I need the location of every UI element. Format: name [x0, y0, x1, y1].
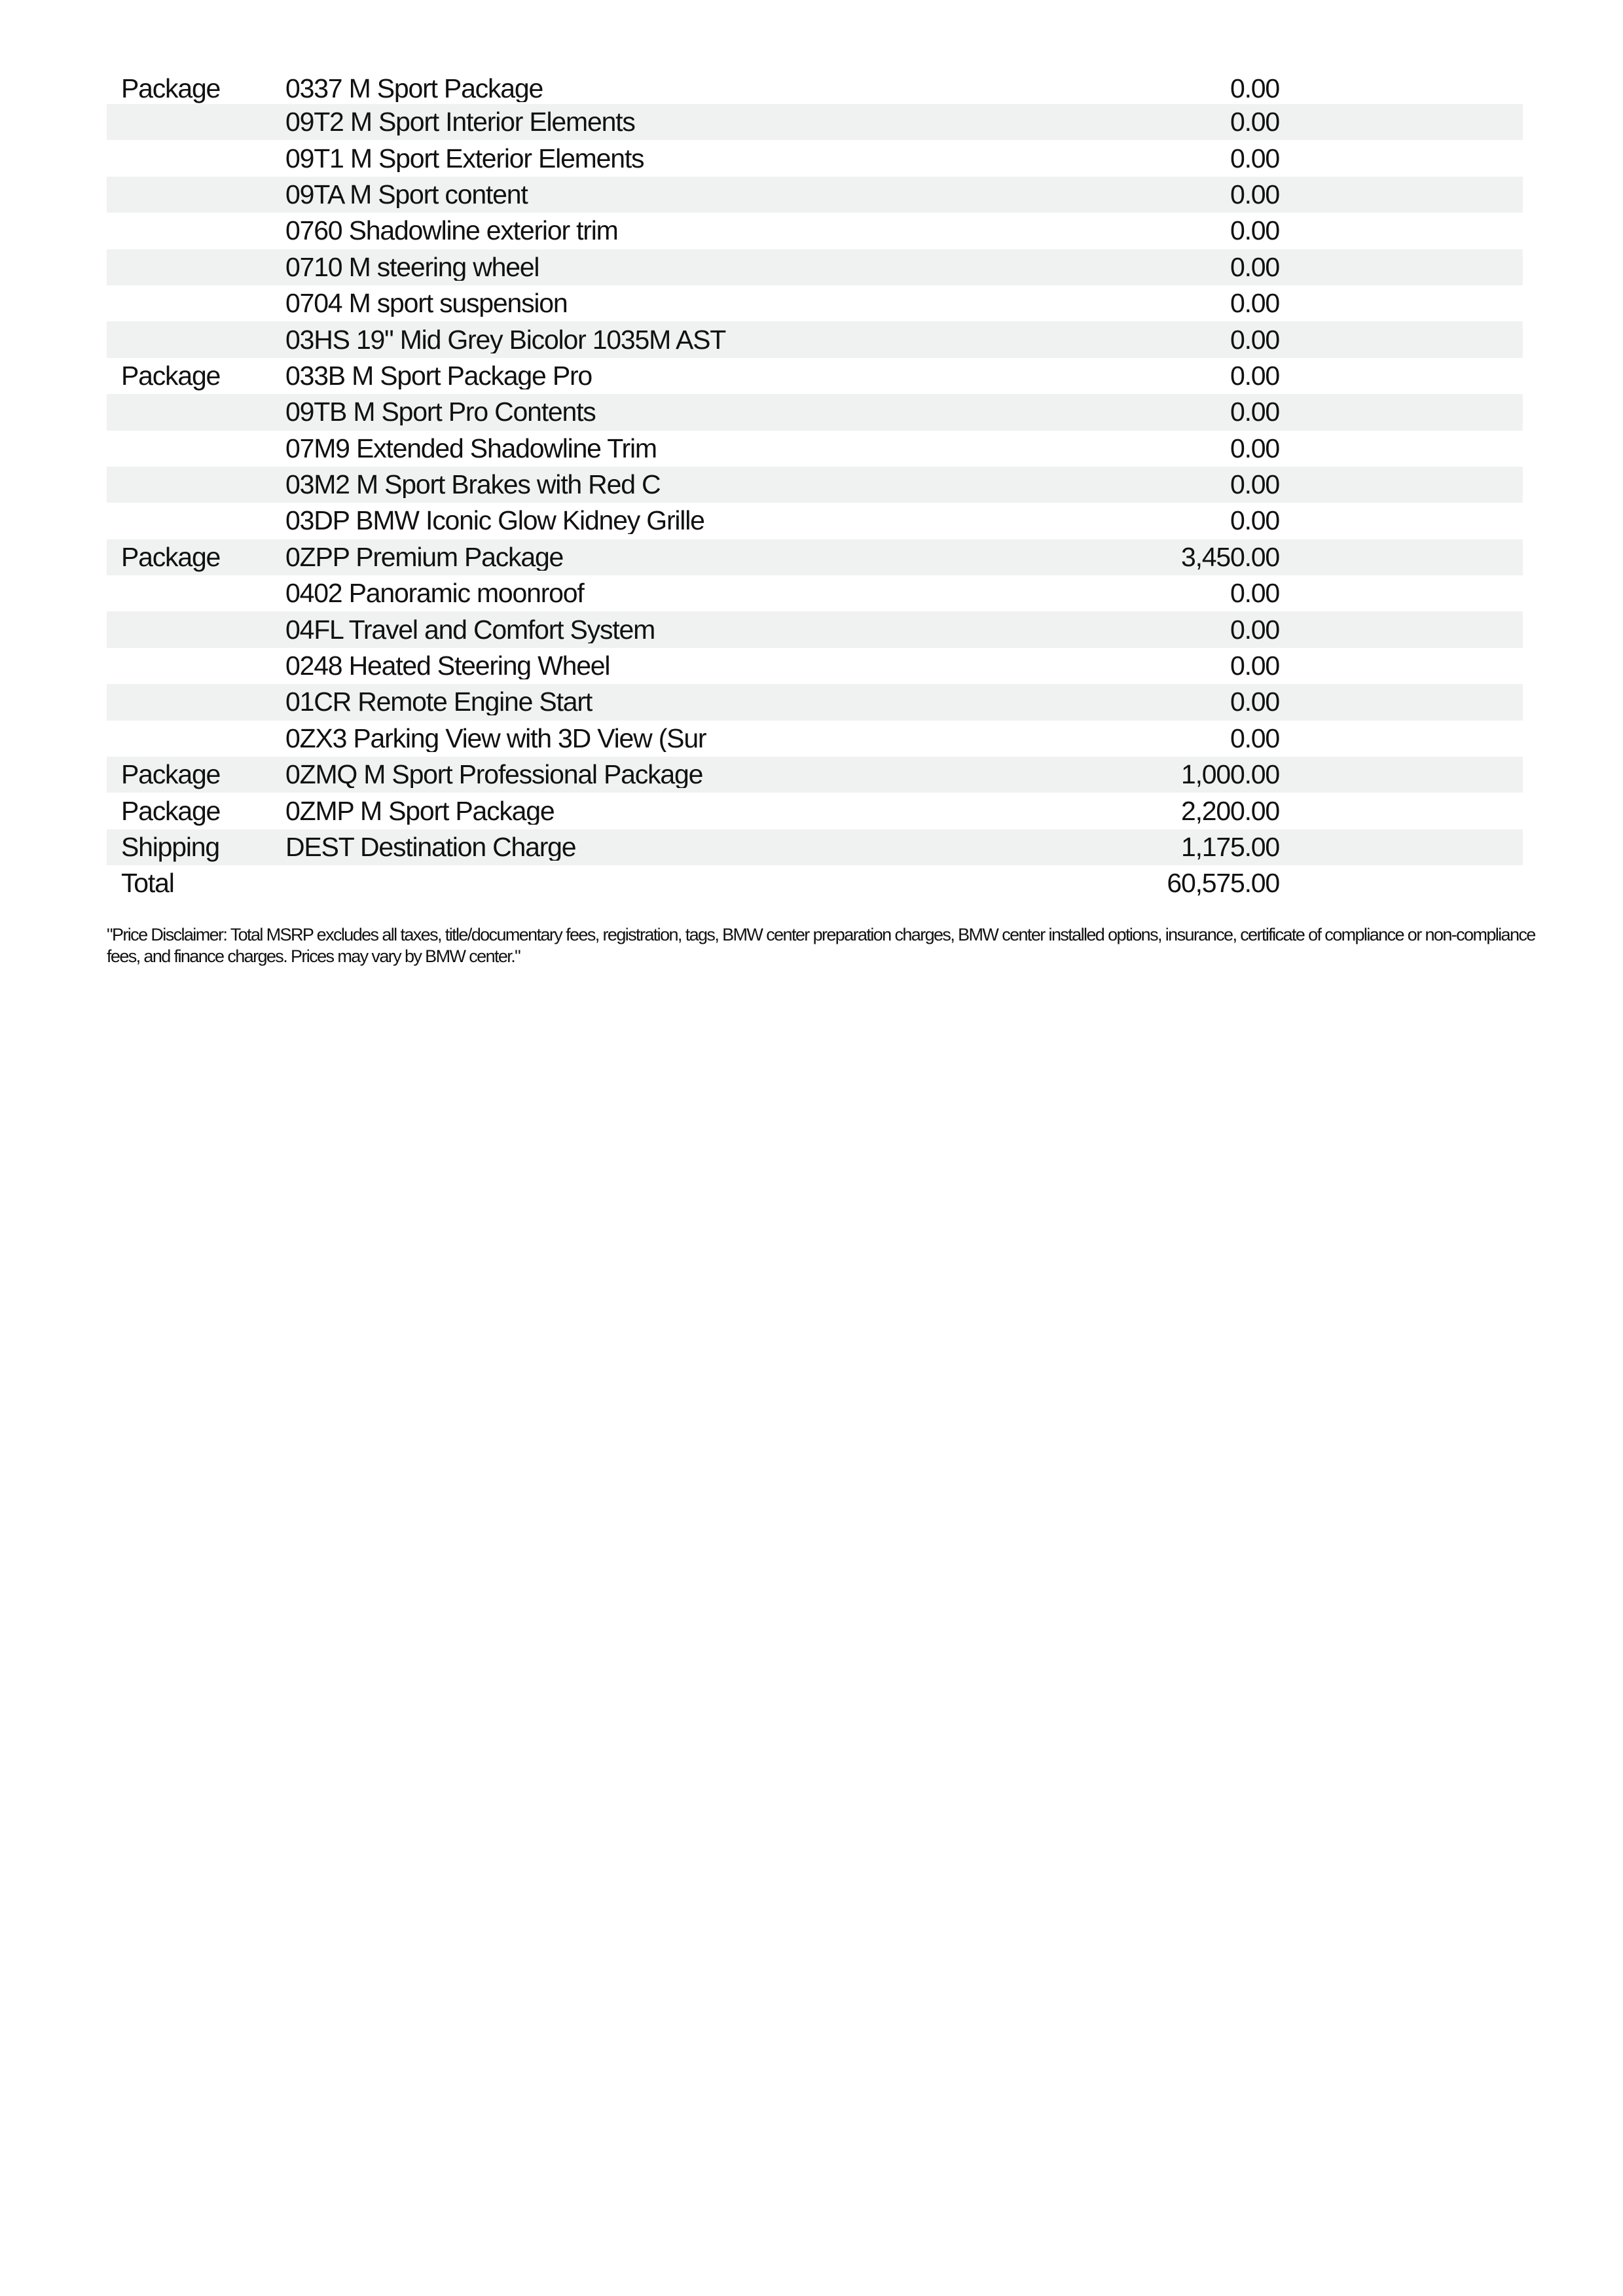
price-table-row [107, 757, 1523, 793]
option-price: 0.00 [1230, 215, 1279, 246]
price-table-row [107, 793, 1523, 829]
total-label: Total [121, 868, 174, 899]
option-price: 0.00 [1230, 578, 1279, 609]
option-price: 0.00 [1230, 73, 1279, 103]
option-description: 09TB M Sport Pro Contents [285, 399, 596, 426]
row-type-label: Package [121, 795, 221, 826]
price-table-row [107, 213, 1523, 249]
option-description: 033B M Sport Package Pro [285, 362, 593, 389]
option-price: 2,200.00 [1181, 795, 1279, 826]
option-description: 0337 M Sport Package [285, 75, 543, 102]
price-table-row [107, 249, 1523, 285]
option-price: 0.00 [1230, 143, 1279, 173]
option-price: 0.00 [1230, 614, 1279, 645]
option-price: 0.00 [1230, 324, 1279, 355]
option-price: 0.00 [1230, 397, 1279, 427]
option-description: 0710 M steering wheel [285, 253, 539, 281]
option-price: 0.00 [1230, 687, 1279, 717]
option-description: 0ZMQ M Sport Professional Package [285, 761, 703, 789]
option-description: 0760 Shadowline exterior trim [285, 217, 618, 245]
option-price: 0.00 [1230, 505, 1279, 536]
option-description: 0248 Heated Steering Wheel [285, 653, 610, 680]
option-description: 07M9 Extended Shadowline Trim [285, 435, 657, 462]
option-description: 03M2 M Sport Brakes with Red C [285, 471, 661, 499]
price-table-row [107, 394, 1523, 430]
row-type-label: Package [121, 73, 221, 103]
option-description: 0402 Panoramic moonroof [285, 580, 584, 607]
price-table-row [107, 575, 1523, 611]
price-table-row [107, 358, 1523, 394]
option-description: 0ZMP M Sport Package [285, 797, 555, 825]
option-price: 0.00 [1230, 433, 1279, 463]
option-price: 0.00 [1230, 651, 1279, 681]
price-table-row [107, 431, 1523, 467]
price-table-row [107, 684, 1523, 720]
price-table-row [107, 177, 1523, 213]
option-price: 0.00 [1230, 360, 1279, 391]
option-price: 0.00 [1230, 723, 1279, 753]
option-description: 03DP BMW Iconic Glow Kidney Grille [285, 507, 704, 535]
price-table-row [107, 503, 1523, 539]
price-table-row [107, 829, 1523, 865]
price-table-row [107, 104, 1523, 140]
option-price: 0.00 [1230, 288, 1279, 319]
price-table-row [107, 539, 1523, 575]
option-description: 03HS 19" Mid Grey Bicolor 1035M AST [285, 326, 726, 353]
options-price-table [107, 73, 1523, 902]
row-type-label: Package [121, 360, 221, 391]
option-price: 0.00 [1230, 469, 1279, 500]
price-table-row [107, 721, 1523, 757]
option-price: 1,000.00 [1181, 759, 1279, 790]
price-table-row [107, 73, 1523, 104]
option-price: 1,175.00 [1181, 832, 1279, 862]
option-description: 0ZX3 Parking View with 3D View (Sur [285, 725, 706, 752]
option-price: 0.00 [1230, 107, 1279, 137]
row-type-label: Package [121, 759, 221, 790]
price-table-row [107, 140, 1523, 176]
price-table-row [107, 285, 1523, 321]
option-description: DEST Destination Charge [285, 834, 576, 861]
price-table-row [107, 467, 1523, 503]
option-price: 3,450.00 [1181, 541, 1279, 572]
row-type-label: Shipping [121, 832, 219, 862]
total-price: 60,575.00 [1167, 868, 1279, 899]
option-price: 0.00 [1230, 251, 1279, 282]
option-description: 09T1 M Sport Exterior Elements [285, 145, 644, 172]
price-table-row [107, 648, 1523, 684]
option-description: 04FL Travel and Comfort System [285, 616, 655, 643]
total-row [107, 865, 1523, 901]
row-type-label: Package [121, 541, 221, 572]
price-table-row [107, 611, 1523, 647]
option-description: 0ZPP Premium Package [285, 543, 564, 571]
option-description: 01CR Remote Engine Start [285, 689, 593, 716]
price-disclaimer: "Price Disclaimer: Total MSRP excludes all taxes, title/documentary fees, registration, tags, BMW center preparation charges, BMW center installed options, insurance, certificate of compliance or non-compliance fees, and finance charges. Prices may vary by BMW center." [107, 925, 1535, 966]
option-description: 0704 M sport suspension [285, 290, 568, 317]
price-table-row [107, 321, 1523, 357]
option-price: 0.00 [1230, 179, 1279, 209]
option-description: 09TA M Sport content [285, 181, 528, 208]
option-description: 09T2 M Sport Interior Elements [285, 109, 635, 136]
